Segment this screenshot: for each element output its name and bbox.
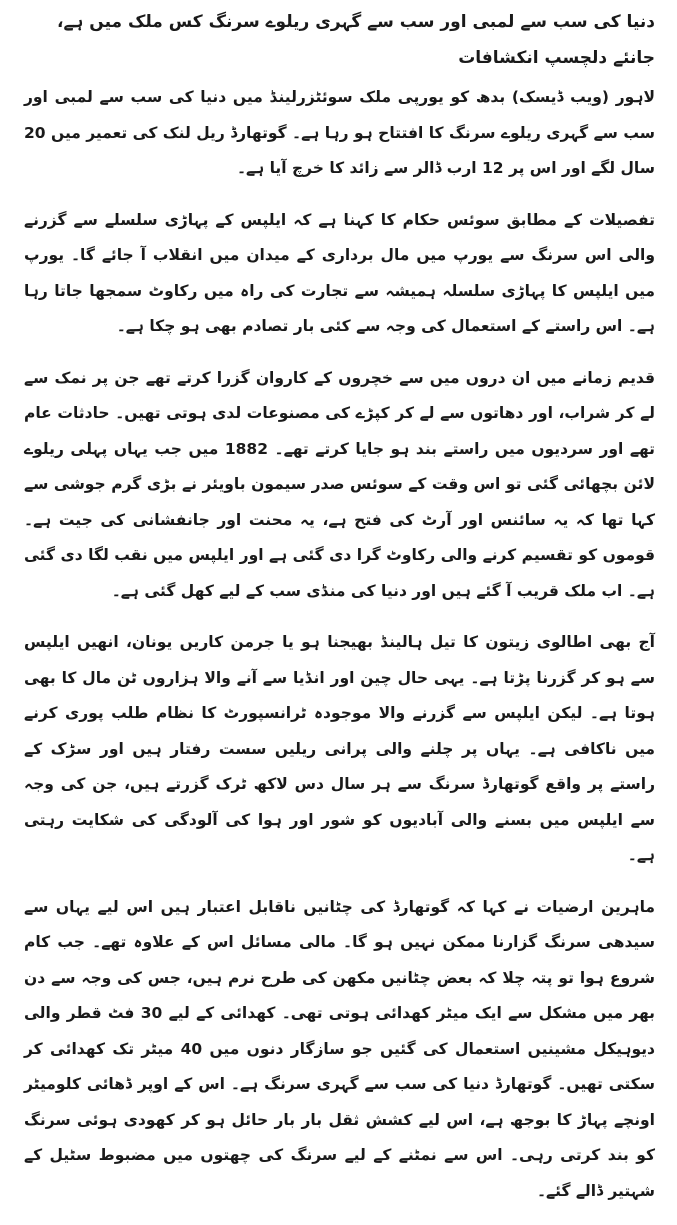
article-paragraph: لاہور (ویب ڈیسک) بدھ کو یورپی ملک سوئٹزرلینڈ میں دنیا کی سب سے لمبی اور سب سے گہری ریلوے سرنگ کا افتتاح ہو رہا ہے۔ گوتھارڈ ریل لنک کی تعمیر میں 20 سال لگے اور اس پر 12 ارب ڈالر سے زائد کا خرچ آیا ہے۔	[24, 88, 655, 177]
article-headline: دنیا کی سب سے لمبی اور سب سے گہری ریلوے سرنگ کس ملک میں ہے، جانئے دلچسپ انکشافات	[56, 12, 655, 68]
article-paragraph: ماہرین ارضیات نے کہا کہ گوتھارڈ کی چٹانیں ناقابل اعتبار ہیں اس لیے یہاں سے سیدھی سرنگ گزارنا ممکن نہیں ہو گا۔ مالی مسائل اس کے علاوہ تھے۔ جب کام شروع ہوا تو پتہ چلا کہ بعض چٹانیں مکھن کی طرح نرم ہیں، جس کی وجہ سے دن بھر میں مشکل سے ایک میٹر کھدائی ہوتی تھی۔ کھدائی کے لیے 30 فٹ قطر والی دیوہیکل مشینیں استعمال کی گئیں جو سازگار دنوں میں 40 میٹر تک کھدائی کر سکتی تھیں۔ گوتھارڈ دنیا کی سب سے گہری سرنگ ہے۔ اس کے اوپر ڈھائی کلومیٹر اونچے پہاڑ کا بوجھ ہے، اس لیے کشش ثقل بار بار حائل ہو کر کھودی ہوئی سرنگ کو بند کرتی رہی۔ اس سے نمٹنے کے لیے سرنگ کی چھتوں میں مضبوط سٹیل کے شہتیر ڈالے گئے۔	[24, 897, 656, 1200]
article-paragraph: آج بھی اطالوی زیتون کا تیل ہالینڈ بھیجنا ہو یا جرمن کاریں یونان، انھیں ایلپس سے ہو کر گزرنا پڑتا ہے۔ یہی حال چین اور انڈیا سے آنے والا ہزاروں ٹن مال کا بھی ہوتا ہے۔ لیکن ایلپس سے گزرنے والا موجودہ ٹرانسپورٹ کا نظام طلب پوری کرنے میں ناکافی ہے۔ یہاں پر چلنے والی پرانی ریلیں سست رفتار ہیں اور سڑک کے راستے پر واقع گوتھارڈ سرنگ سے ہر سال دس لاکھ ٹرک گزرتے ہیں، جن کی وجہ سے ایلپس میں بسنے والی آبادیوں کو شور اور ہوا کی آلودگی کی شکایت رہتی ہے۔	[24, 633, 655, 864]
news-article	[24, 4, 655, 1225]
article-paragraph: تفصیلات کے مطابق سوئس حکام کا کہنا ہے کہ ایلپس کے پہاڑی سلسلے سے گزرنے والی اس سرنگ سے یورپ میں مال برداری کے میدان میں انقلاب آ جائے گا۔ یورپ میں ایلپس کا پہاڑی سلسلہ ہمیشہ سے تجارت کی راہ میں رکاوٹ سمجھا جاتا رہا ہے۔ اس راستے کے استعمال کی وجہ سے کئی بار تصادم بھی ہو چکا ہے۔	[24, 210, 655, 335]
article-paragraph: قدیم زمانے میں ان دروں میں سے خچروں کے کاروان گزرا کرتے تھے جن پر نمک سے لے کر شراب، اور دھاتوں سے لے کر کپڑے کی مصنوعات لدی ہوتی تھیں۔ حادثات عام تھے اور سردیوں میں راستے بند ہو جایا کرتے تھے۔ 1882 میں جب یہاں پہلی ریلوے لائن بچھائی گئی تو اس وقت کے سوئس صدر سیمون باویئر نے بڑی گرم جوشی سے کہا تھا کہ یہ سائنس اور آرٹ کی فتح ہے، یہ محنت اور جانفشانی کی جیت ہے۔ قوموں کو تقسیم کرنے والی رکاوٹ گرا دی گئی ہے اور ایلپس میں نقب لگا دی گئی ہے۔ اب ملک قریب آ گئے ہیں اور دنیا کی منڈی سب کے لیے کھل گئی ہے۔	[24, 368, 656, 600]
